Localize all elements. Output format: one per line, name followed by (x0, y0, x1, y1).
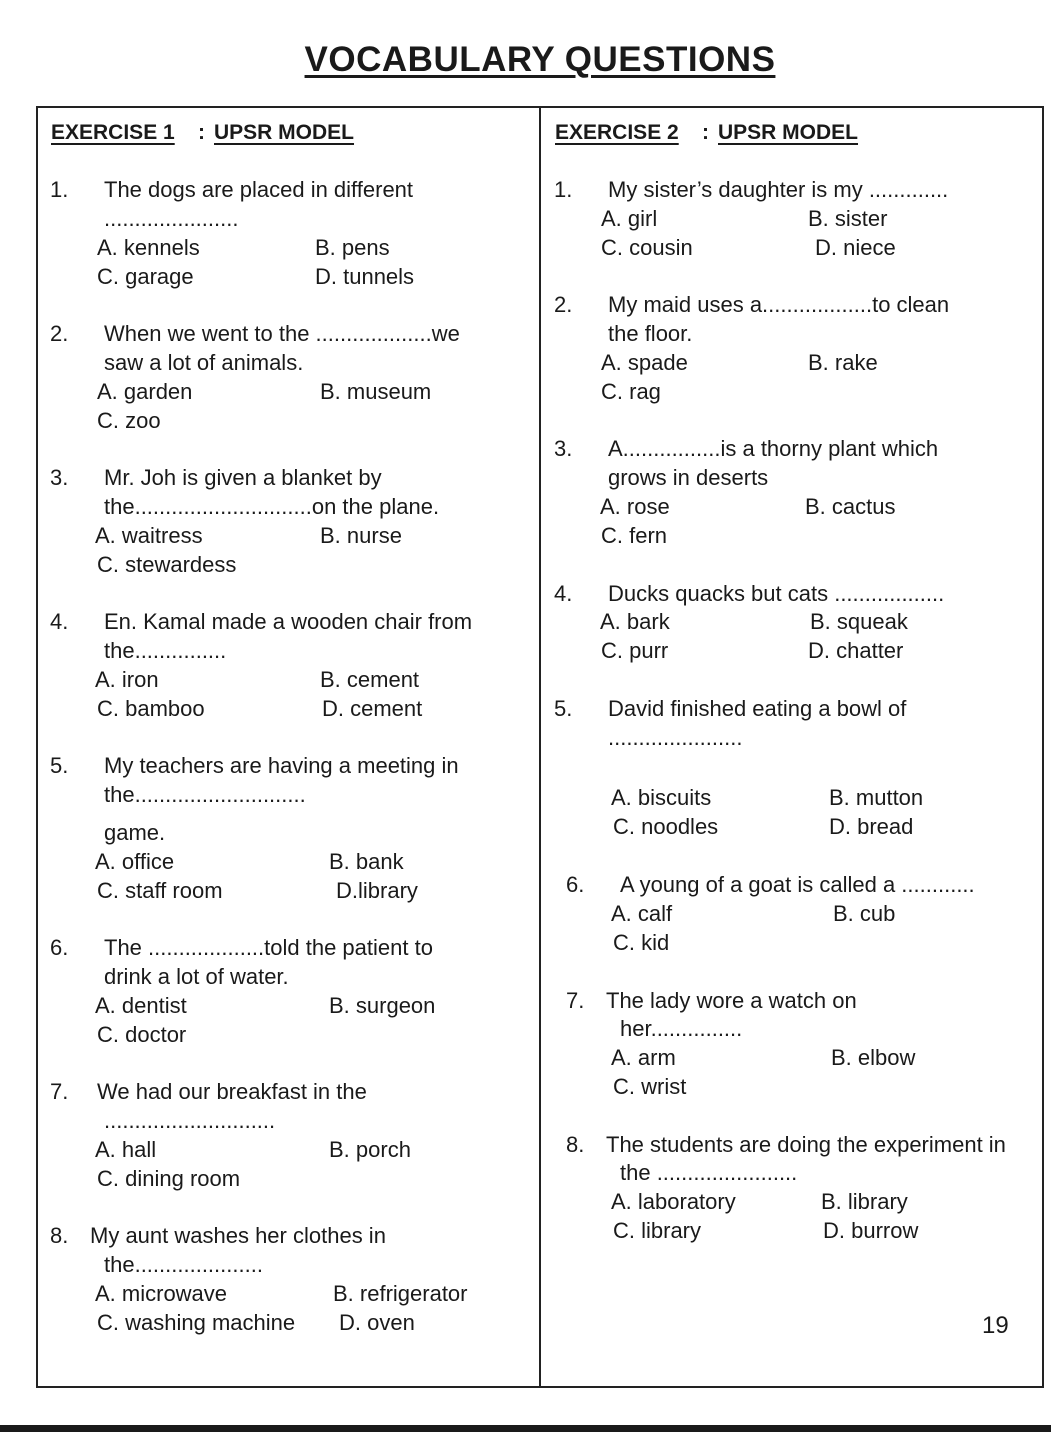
question-text: A young of a goat is called a ............ (620, 872, 975, 897)
question-text-cont: the............... (104, 638, 227, 663)
option-c: C. staff room (97, 878, 223, 903)
option-b: B. nurse (320, 523, 402, 548)
question-number: 1. (50, 177, 69, 202)
option-a: A. girl (601, 206, 658, 231)
option-a: A. microwave (95, 1281, 228, 1306)
option-b: B. surgeon (329, 993, 436, 1018)
exercise-1-subheading: UPSR MODEL (214, 121, 355, 144)
option-a: A. bark (600, 609, 670, 634)
question-text: When we went to the ...................we (104, 321, 460, 346)
option-d: D. oven (339, 1310, 415, 1335)
question-blank: ...................... (104, 206, 239, 231)
option-a: A. kennels (97, 235, 200, 260)
question-text: Ducks quacks but cats .................. (608, 581, 945, 606)
option-b: B. sister (808, 206, 888, 231)
option-b: B. mutton (829, 785, 924, 810)
option-b: B. squeak (810, 609, 908, 634)
option-d: D. bread (829, 814, 914, 839)
question-text: Mr. Joh is given a blanket by (104, 465, 382, 490)
option-b: B. cub (833, 901, 896, 926)
option-b: B. elbow (831, 1045, 916, 1070)
question-text-cont: her............... (620, 1016, 743, 1041)
exercise-2-subheading: UPSR MODEL (718, 121, 859, 144)
question-text-cont: the.............................on the plane. (104, 494, 440, 519)
option-b: B. cactus (805, 494, 896, 519)
option-d: D. tunnels (315, 264, 415, 289)
question-number: 1. (554, 177, 573, 202)
question-text: The students are doing the experiment in (606, 1132, 1006, 1157)
option-b: B. bank (329, 849, 404, 874)
bottom-rule (0, 1425, 1051, 1432)
exercise-2-column (541, 106, 1044, 1388)
exercise-2-colon: : (702, 121, 709, 144)
option-c: C. cousin (601, 235, 693, 260)
option-d: D. niece (815, 235, 896, 260)
exercise-2-heading: EXERCISE 2 (555, 121, 679, 144)
option-d: D. cement (322, 696, 423, 721)
option-b: B. museum (320, 379, 432, 404)
question-number: 7. (50, 1079, 69, 1104)
question-text: My aunt washes her clothes in (90, 1223, 386, 1248)
option-a: A. hall (95, 1137, 157, 1162)
question-text-cont: the floor. (608, 321, 693, 346)
question-text: En. Kamal made a wooden chair from (104, 609, 473, 634)
option-d: D.library (336, 878, 418, 903)
option-b: B. rake (808, 350, 878, 375)
question-text: The lady wore a watch on (606, 988, 857, 1013)
question-number: 2. (50, 321, 69, 346)
question-number: 4. (554, 581, 573, 606)
option-c: C. stewardess (97, 552, 237, 577)
question-text-cont: saw a lot of animals. (104, 350, 304, 375)
option-c: C. zoo (97, 408, 161, 433)
question-text-cont: grows in deserts (608, 465, 769, 490)
option-b: B. refrigerator (333, 1281, 468, 1306)
option-c: C. garage (97, 264, 194, 289)
option-b: B. cement (320, 667, 420, 692)
page-number: 19 (982, 1312, 1009, 1339)
option-a: A. arm (611, 1045, 676, 1070)
question-number: 2. (554, 292, 573, 317)
exercise-1-column (36, 106, 539, 1388)
option-a: A. biscuits (611, 785, 712, 810)
question-number: 6. (50, 935, 69, 960)
question-number: 3. (554, 436, 573, 461)
question-number: 5. (554, 696, 573, 721)
option-a: A. laboratory (611, 1189, 736, 1214)
question-number: 8. (50, 1223, 69, 1248)
question-text: David finished eating a bowl of (608, 696, 907, 721)
question-number: 7. (566, 988, 585, 1013)
option-c: C. wrist (613, 1074, 687, 1099)
question-text: The ...................told the patient to (104, 935, 433, 960)
question-number: 3. (50, 465, 69, 490)
exercise-1-colon: : (198, 121, 205, 144)
question-number: 5. (50, 753, 69, 778)
option-a: A. waitress (95, 523, 203, 548)
option-a: A. spade (601, 350, 688, 375)
option-a: A. calf (611, 901, 673, 926)
option-c: C. dining room (97, 1166, 241, 1191)
option-c: C. kid (613, 930, 670, 955)
option-c: C. purr (601, 638, 669, 663)
option-c: C. rag (601, 379, 661, 404)
option-b: B. library (821, 1189, 908, 1214)
option-c: C. noodles (613, 814, 719, 839)
question-text-cont: the ....................... (620, 1160, 798, 1185)
option-c: C. library (613, 1218, 702, 1243)
option-a: A. garden (97, 379, 193, 404)
question-text: A................is a thorny plant which (608, 436, 939, 461)
question-text-cont: the............................ (104, 782, 306, 807)
option-a: A. dentist (95, 993, 187, 1018)
question-text: We had our breakfast in the (97, 1079, 367, 1104)
exercise-1-heading: EXERCISE 1 (51, 121, 175, 144)
option-c: C. bamboo (97, 696, 205, 721)
question-text: My maid uses a..................to clean (608, 292, 950, 317)
question-text-cont: drink a lot of water. (104, 964, 289, 989)
question-number: 4. (50, 609, 69, 634)
option-a: A. rose (600, 494, 670, 519)
option-d: D. burrow (823, 1218, 919, 1243)
option-a: A. iron (95, 667, 159, 692)
question-number: 8. (566, 1132, 585, 1157)
option-d: D. chatter (808, 638, 904, 663)
option-a: A. office (95, 849, 175, 874)
question-text-cont: the..................... (104, 1252, 263, 1277)
option-c: C. fern (601, 523, 668, 548)
question-text: My teachers are having a meeting in (104, 753, 459, 778)
question-blank: ............................ (104, 1108, 276, 1133)
question-text-end: game. (104, 820, 166, 845)
option-c: C. washing machine (97, 1310, 296, 1335)
question-number: 6. (566, 872, 585, 897)
option-c: C. doctor (97, 1022, 187, 1047)
option-b: B. porch (329, 1137, 411, 1162)
option-b: B. pens (315, 235, 390, 260)
question-text: The dogs are placed in different (104, 177, 414, 202)
question-blank: ...................... (608, 725, 743, 750)
question-text: My sister’s daughter is my ............. (608, 177, 949, 202)
page-title: VOCABULARY QUESTIONS (304, 40, 776, 79)
